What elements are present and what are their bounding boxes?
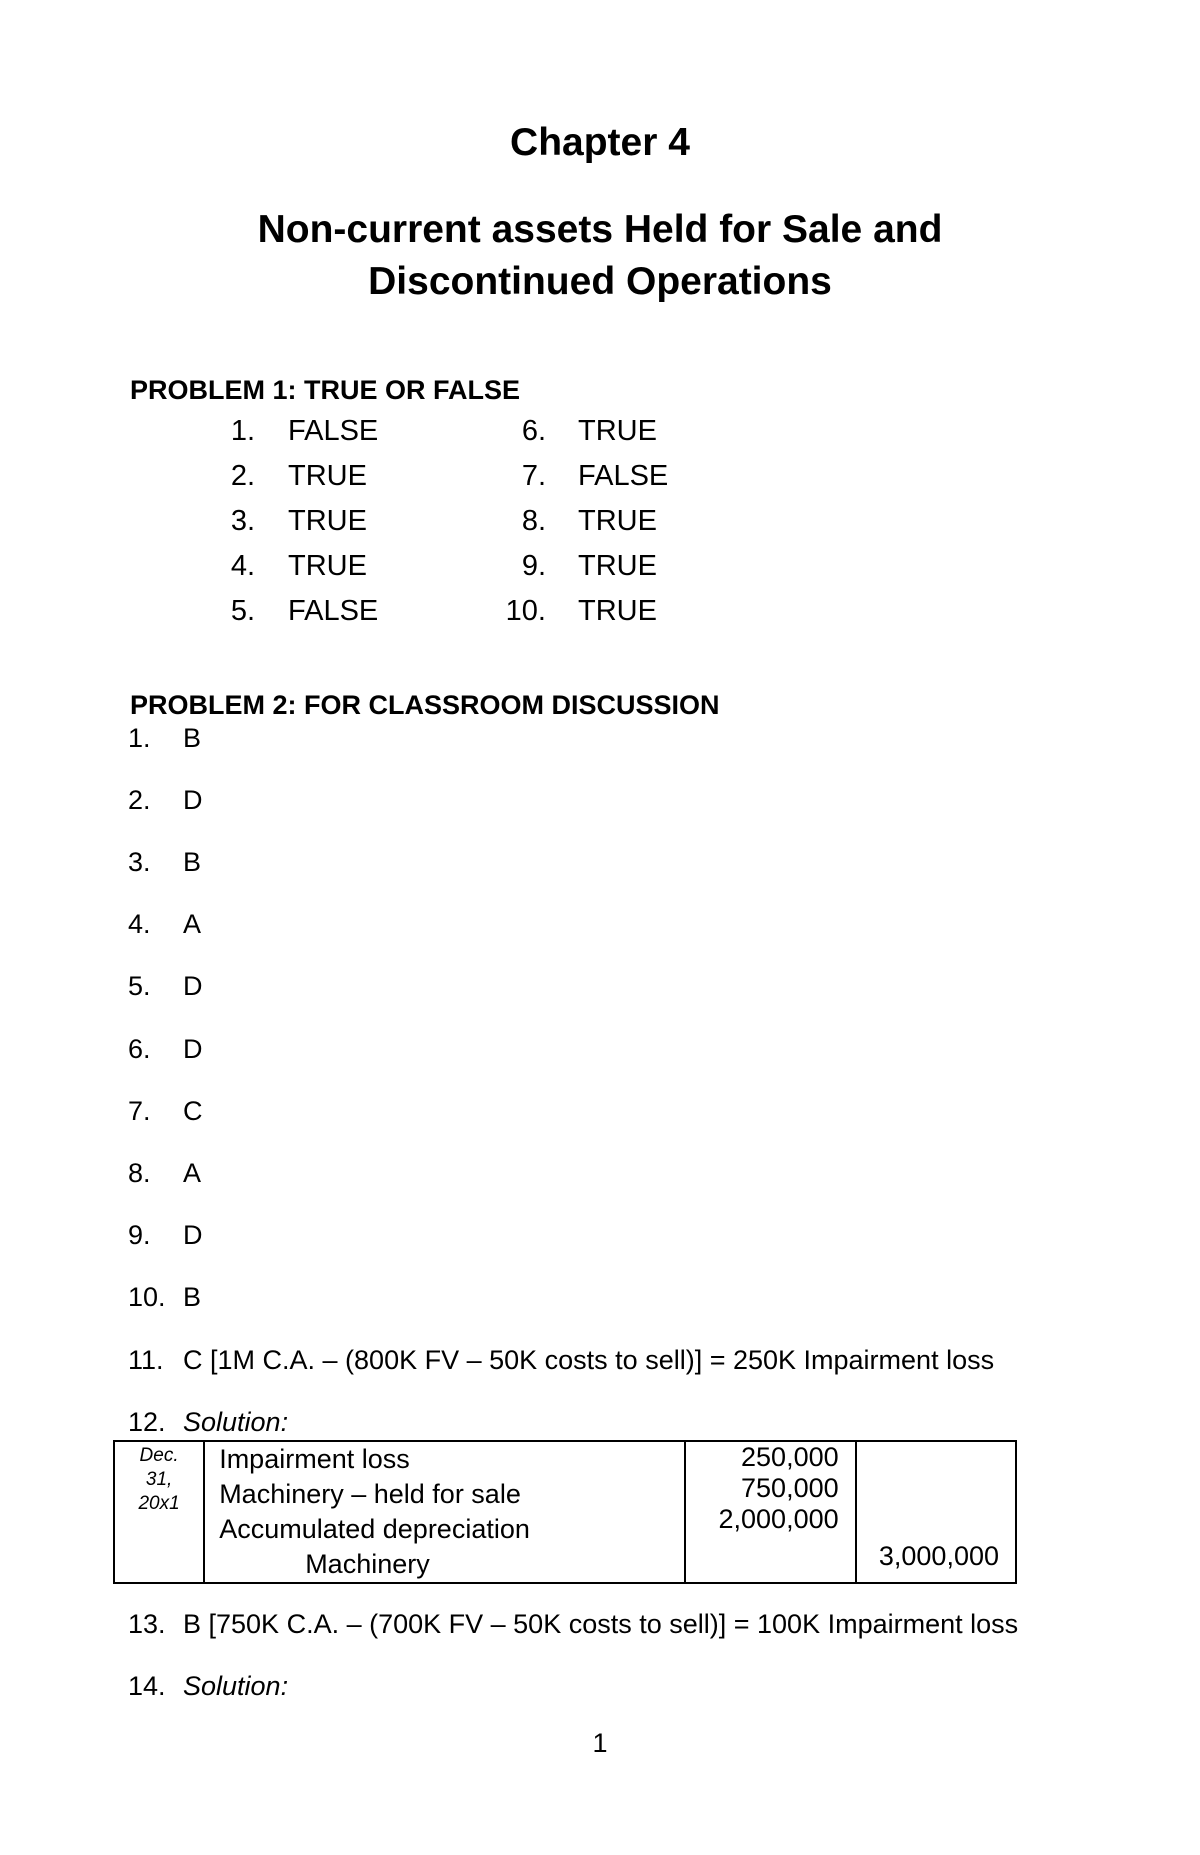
debit-amount-3: 2,000,000 — [718, 1504, 839, 1534]
mc-answer: C — [183, 1096, 203, 1126]
mc-number: 3. — [128, 847, 151, 877]
title-line-2: Discontinued Operations — [368, 260, 832, 303]
mc-item-7 — [128, 1095, 203, 1127]
tf-number: 10. — [505, 595, 546, 627]
mc-answer: B — [183, 1282, 202, 1312]
journal-debit-cell — [685, 1441, 855, 1583]
mc-answer: Solution: — [183, 1671, 289, 1701]
tf-number: 6. — [521, 415, 546, 447]
tf-answer: FALSE — [288, 595, 379, 627]
mc-item-14 — [128, 1670, 288, 1702]
mc-item-4 — [128, 908, 201, 940]
mc-number: 7. — [128, 1096, 151, 1126]
mc-number: 8. — [128, 1158, 151, 1188]
journal-row — [114, 1441, 1016, 1583]
mc-answer: D — [183, 971, 203, 1001]
mc-answer: D — [183, 1220, 203, 1250]
tf-number: 8. — [521, 505, 546, 537]
date-day: 31, — [145, 1469, 173, 1490]
mc-item-6 — [128, 1033, 203, 1065]
mc-number: 6. — [128, 1034, 151, 1064]
date-year: 20x1 — [138, 1493, 180, 1514]
mc-number: 11. — [128, 1345, 164, 1375]
tf-answer: TRUE — [578, 505, 657, 537]
mc-answer: Solution: — [183, 1407, 289, 1437]
mc-item-12 — [128, 1406, 288, 1438]
tf-number: 9. — [521, 550, 546, 582]
mc-number: 9. — [128, 1220, 151, 1250]
problem2-heading: PROBLEM 2: FOR CLASSROOM DISCUSSION — [130, 690, 720, 720]
mc-item-1 — [128, 722, 201, 754]
page-number: 1 — [592, 1728, 608, 1758]
tf-number: 2. — [230, 460, 255, 492]
mc-item-2 — [128, 784, 203, 816]
tf-number: 1. — [230, 415, 255, 447]
mc-number: 4. — [128, 909, 151, 939]
account-debit-1: Impairment loss — [219, 1444, 410, 1474]
tf-answer: TRUE — [578, 415, 657, 447]
journal-accounts-cell — [204, 1441, 685, 1583]
tf-number: 4. — [230, 550, 255, 582]
mc-item-10 — [128, 1281, 201, 1313]
mc-number: 1. — [128, 723, 151, 753]
debit-amount-2: 750,000 — [741, 1473, 839, 1503]
tf-number: 3. — [230, 505, 255, 537]
mc-item-9 — [128, 1219, 203, 1251]
tf-answer: TRUE — [288, 550, 367, 582]
mc-answer: A — [183, 909, 202, 939]
mc-number: 13. — [128, 1609, 166, 1639]
journal-entry-table — [113, 1440, 1017, 1584]
journal-credit-cell — [856, 1441, 1016, 1583]
mc-item-11 — [128, 1344, 994, 1376]
document-title — [0, 204, 1200, 308]
tf-answer: TRUE — [288, 460, 367, 492]
problem1-heading: PROBLEM 1: TRUE OR FALSE — [130, 375, 521, 405]
mc-answer: C [1M C.A. – (800K FV – 50K costs to sell)] = 250K Impairment loss — [183, 1345, 995, 1375]
mc-answer: B [750K C.A. – (700K FV – 50K costs to sell)] = 100K Impairment loss — [183, 1609, 1019, 1639]
mc-number: 10. — [128, 1282, 166, 1312]
mc-answer: A — [183, 1158, 202, 1188]
debit-amount-1: 250,000 — [741, 1442, 839, 1472]
mc-answer: D — [183, 1034, 203, 1064]
mc-number: 5. — [128, 971, 151, 1001]
mc-number: 14. — [128, 1671, 166, 1701]
mc-answer: D — [183, 785, 203, 815]
tf-number: 7. — [521, 460, 546, 492]
account-debit-3: Accumulated depreciation — [219, 1514, 530, 1544]
tf-answer: FALSE — [578, 460, 669, 492]
credit-amount: 3,000,000 — [878, 1541, 999, 1571]
chapter-title: Chapter 4 — [510, 121, 690, 164]
mc-number: 12. — [128, 1407, 166, 1437]
tf-answer: FALSE — [288, 415, 379, 447]
journal-date-cell — [114, 1441, 204, 1583]
tf-answer: TRUE — [578, 550, 657, 582]
mc-item-3 — [128, 846, 201, 878]
account-credit-1: Machinery — [305, 1549, 430, 1579]
mc-answer: B — [183, 723, 202, 753]
date-month: Dec. — [139, 1445, 179, 1466]
tf-answer: TRUE — [288, 505, 367, 537]
mc-answer: B — [183, 847, 202, 877]
account-debit-2: Machinery – held for sale — [219, 1479, 521, 1509]
mc-item-8 — [128, 1157, 201, 1189]
mc-number: 2. — [128, 785, 151, 815]
tf-answer: TRUE — [578, 595, 657, 627]
title-line-1: Non-current assets Held for Sale and — [257, 208, 943, 251]
tf-number: 5. — [230, 595, 255, 627]
mc-item-5 — [128, 970, 203, 1002]
mc-item-13 — [128, 1608, 1018, 1640]
